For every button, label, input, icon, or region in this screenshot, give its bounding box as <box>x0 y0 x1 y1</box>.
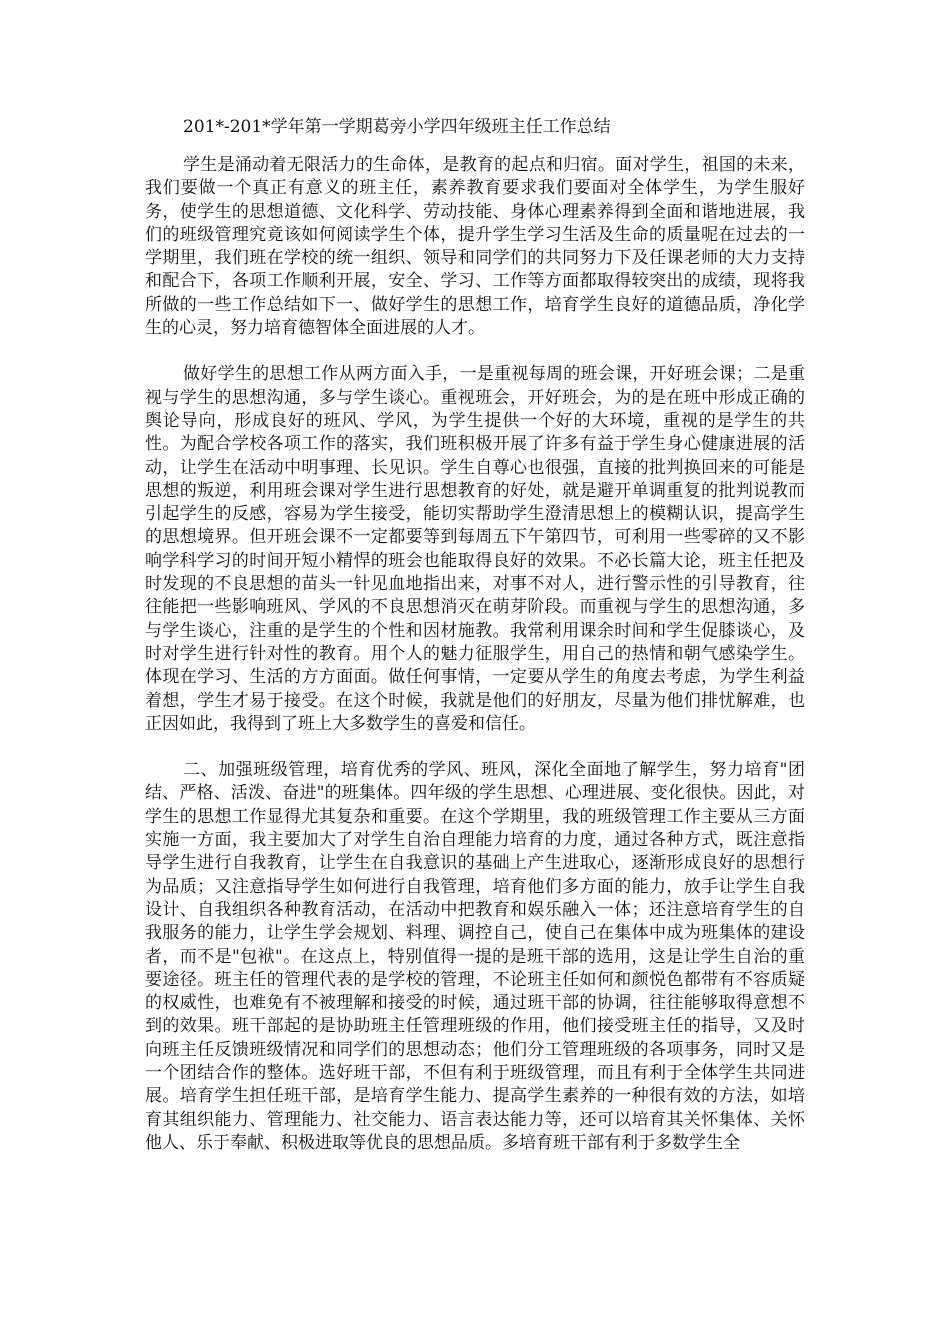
spacer <box>145 340 805 363</box>
paragraph-intro: 学生是涌动着无限活力的生命体，是教育的起点和归宿。面对学生，祖国的未来，我们要做一个真正有意义的班主任，素养教育要求我们要面对全体学生，为学生服好务，使学生的思想道德、文化科学、劳动技能、身体心理素养得到全面和谐地进展，我们的班级管理究竟该如何阅读学生个体，提升学生学习生活及生命的质量呢在过去的一学期里，我们班在学校的统一组织、领导和同学们的共同努力下及任课老师的大力支持和配合下，各项工作顺利开展，安全、学习、工作等方面都取得较突出的成绩，现将我所做的一些工作总结如下一、做好学生的思想工作，培育学生良好的道德品质，净化学生的心灵，努力培育德智体全面进展的人才。 <box>145 155 805 339</box>
document-page <box>145 112 805 1155</box>
paragraph-ideological-work: 做好学生的思想工作从两方面入手，一是重视每周的班会课，开好班会课；二是重视与学生的思想沟通，多与学生谈心。重视班会，开好班会，为的是在班中形成正确的舆论导向，形成良好的班风、学风，为学生提供一个好的大环境，重视的是学生的共性。为配合学校各项工作的落实，我们班积极开展了许多有益于学生身心健康进展的活动，让学生在活动中明事理、长见识。学生自尊心也很强，直接的批判换回来的可能是思想的叛逆，利用班会课对学生进行思想教育的好处，就是避开单调重复的批判说教而引起学生的反感，容易为学生接受，能切实帮助学生澄清思想上的模糊认识，提高学生的思想境界。但开班会课不一定都要等到每周五下午第四节，可利用一些零碎的又不影响学科学习的时间开短小精悍的班会也能取得良好的效果。不必长篇大论，班主任把及时发现的不良思想的苗头一针见血地指出来，对事不对人，进行警示性的引导教育，往往能把一些影响班风、学风的不良思想消灭在萌芽阶段。而重视与学生的思想沟通，多与学生谈心，注重的是学生的个性和因材施教。我常利用课余时间和学生促膝谈心，及时对学生进行针对性的教育。用个人的魅力征服学生，用自己的热情和朝气感染学生。体现在学习、生活的方方面面。做任何事情，一定要从学生的角度去考虑，为学生利益着想，学生才易于接受。在这个时候，我就是他们的好朋友，尽量为他们排忧解难，也正因如此，我得到了班上大多数学生的喜爱和信任。 <box>145 364 805 734</box>
paragraph-class-management: 二、加强班级管理，培育优秀的学风、班风，深化全面地了解学生，努力培育"团结、严格、活泼、奋进"的班集体。四年级的学生思想、心理进展、变化很快。因此，对学生的思想工作显得尤其复杂和重要。在这个学期里，我的班级管理工作主要从三方面实施一方面，我主要加大了对学生自治自理能力培育的力度，通过各种方式，既注意指导学生进行自我教育，让学生在自我意识的基础上产生进取心，逐渐形成良好的思想行为品质；又注意指导学生如何进行自我管理，培育他们多方面的能力，放手让学生自我设计、自我组织各种教育活动，在活动中把教育和娱乐融入一体；还注意培育学生的自我服务的能力，让学生学会规划、料理、调控自己，使自己在集体中成为班集体的建设者，而不是"包袱"。在这点上，特别值得一提的是班干部的选用，这是让学生自治的重要途径。班主任的管理代表的是学校的管理，不论班主任如何和颜悦色都带有不容质疑的权威性，也难免有不被理解和接受的时候，通过班干部的协调，往往能够取得意想不到的效果。班干部起的是协助班主任管理班级的作用，他们接受班主任的指导，又及时向班主任反馈班级情况和同学们的思想动态；他们分工管理班级的各项事务，同时又是一个团结合作的整体。选好班干部，不但有利于班级管理，而且有利于全体学生共同进展。培育学生担任班干部，是培育学生能力、提高学生素养的一种很有效的方法，如培育其组织能力、管理能力、社交能力、语言表达能力等，还可以培育其关怀集体、关怀他人、乐于奉献、积极进取等优良的思想品质。多培育班干部有利于多数学生全 <box>145 760 805 1153</box>
spacer <box>145 142 805 154</box>
document-title: 201*-201*学年第一学期葛旁小学四年级班主任工作总结 <box>183 117 611 137</box>
spacer <box>145 736 805 759</box>
